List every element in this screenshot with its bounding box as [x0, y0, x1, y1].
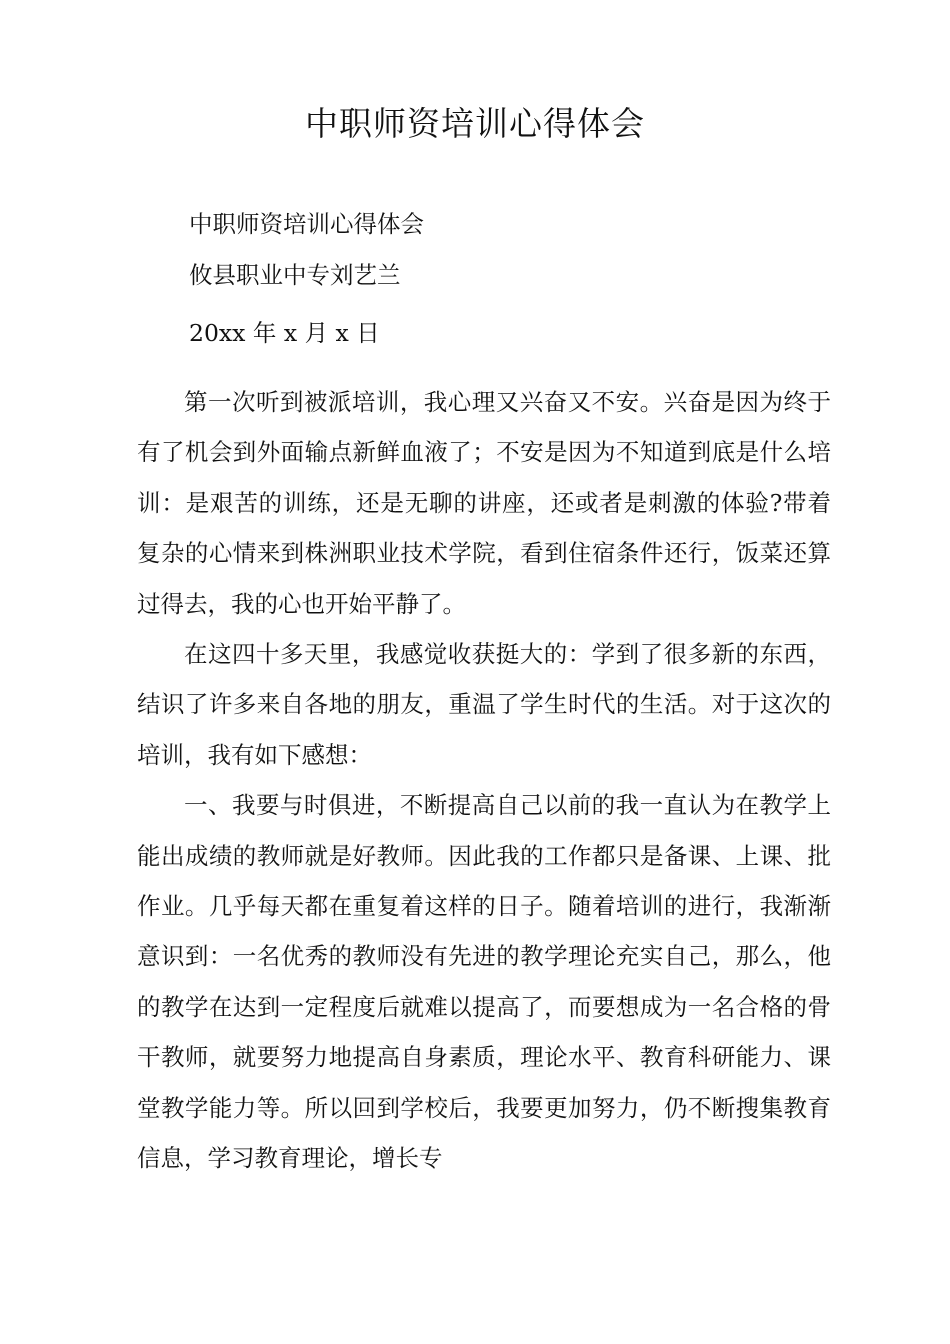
- document-title: 中职师资培训心得体会: [305, 104, 645, 143]
- document-date: 20xx 年 x 月 x 日: [189, 319, 380, 347]
- document-body: [137, 377, 831, 1184]
- document-subtitle: 中职师资培训心得体会: [189, 210, 424, 238]
- body-paragraph: 一、我要与时俱进，不断提高自己以前的我一直认为在教学上能出成绩的教师就是好教师。因此我的工作都只是备课、上课、批作业。几乎每天都在重复着这样的日子。随着培训的进行，我渐渐意识到：一名优秀的教师没有先进的教学理论充实自己，那么，他的教学在达到一定程度后就难以提高了，而要想成为一名合格的骨干教师，就要努力地提高自身素质，理论水平、教育科研能力、课堂教学能力等。所以回到学校后，我要更加努力，仍不断搜集教育信息，学习教育理论，增长专: [137, 791, 831, 1173]
- body-paragraph: 在这四十多天里，我感觉收获挺大的：学到了很多新的东西，结识了许多来自各地的朋友，重温了学生时代的生活。对于这次的培训，我有如下感想：: [137, 640, 831, 769]
- document-author: 攸县职业中专刘艺兰: [189, 261, 401, 289]
- body-paragraph: 第一次听到被派培训，我心理又兴奋又不安。兴奋是因为终于有了机会到外面输点新鲜血液了；不安是因为不知道到底是什么培训：是艰苦的训练，还是无聊的讲座，还或者是刺激的体验?带着复杂的心情来到株洲职业技术学院，看到住宿条件还行，饭菜还算过得去，我的心也开始平静了。: [137, 388, 831, 618]
